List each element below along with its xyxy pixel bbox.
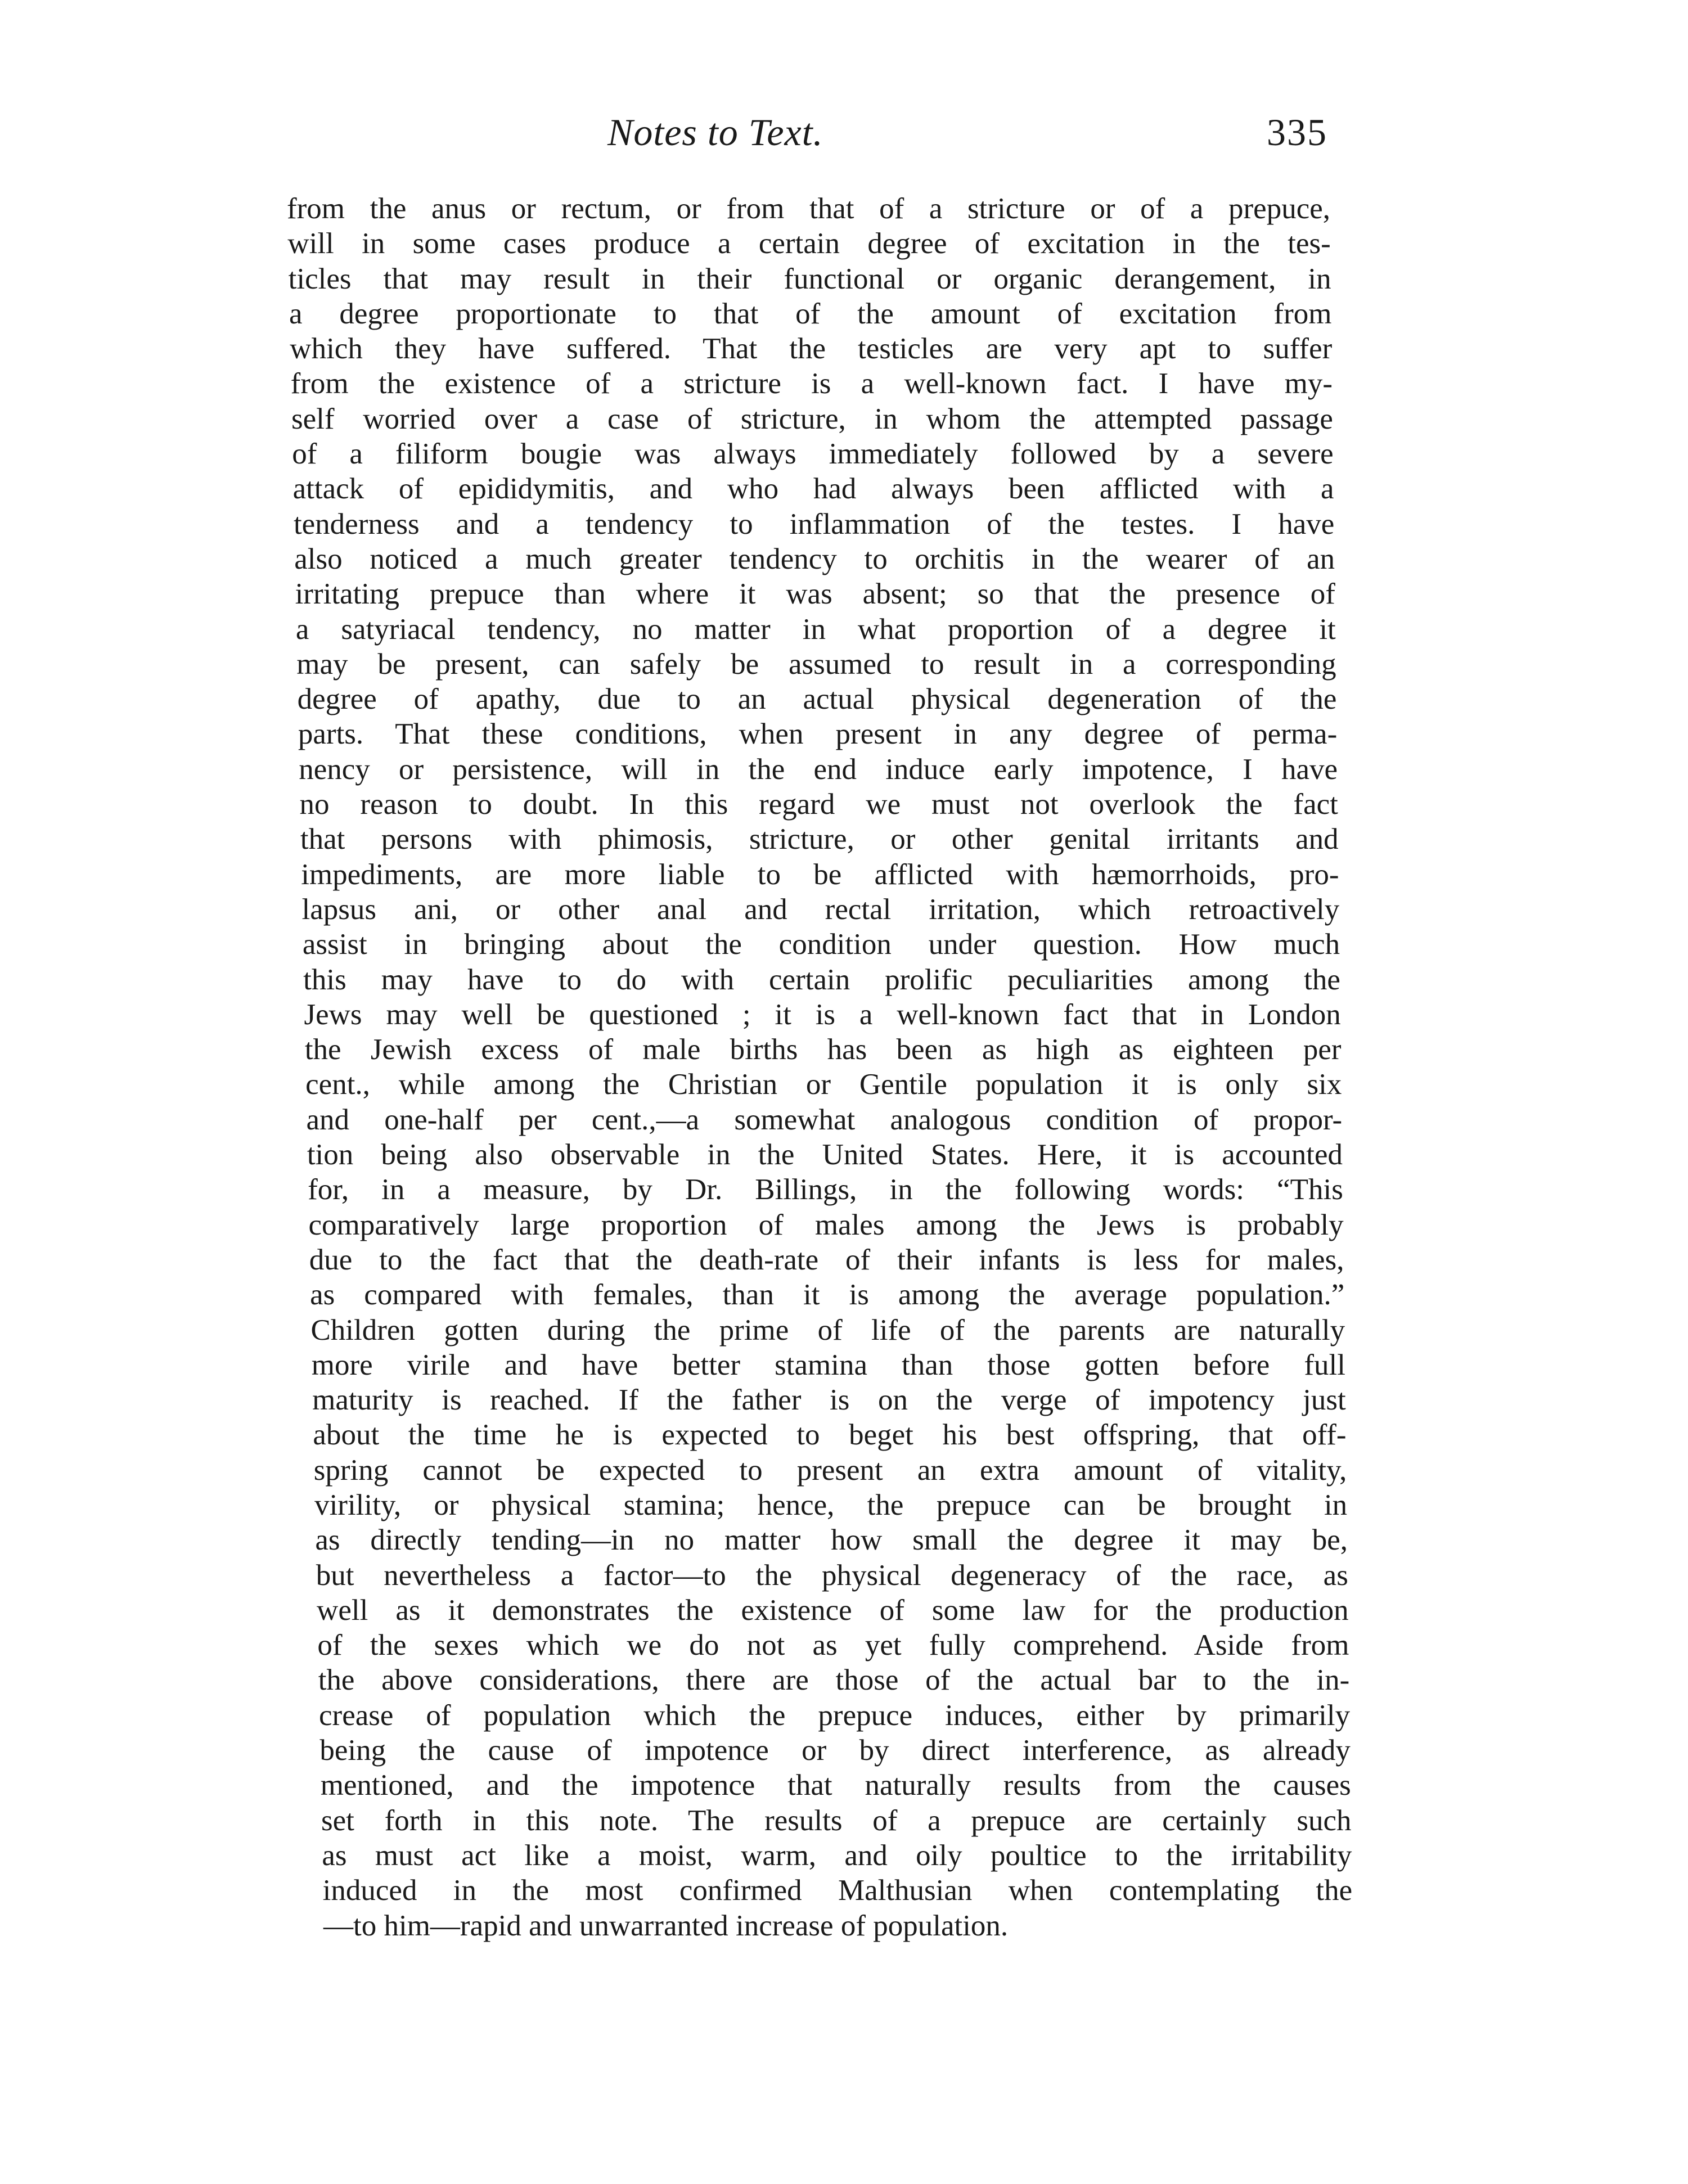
text-line: virility, or physical stamina; hence, the prepuce can be brought in [314, 1488, 1348, 1521]
text-line: for, in a measure, by Dr. Billings, in the following words: “This [308, 1173, 1343, 1206]
text-line: will in some cases produce a certain degree of excitation in the tes- [287, 227, 1331, 260]
text-line: more virile and have better stamina than those gotten before full [311, 1348, 1345, 1381]
text-line: self worried over a case of stricture, in whom the attempted passage [291, 402, 1333, 435]
text-line: cent., while among the Christian or Gentile population it is only six [305, 1068, 1342, 1101]
text-line: Children gotten during the prime of life of the parents are naturally [310, 1313, 1345, 1347]
text-line: tion being also observable in the United States. Here, it is accounted [307, 1138, 1343, 1172]
text-line: well as it demonstrates the existence of some law for the production [317, 1593, 1349, 1627]
text-line: Jews may well be questioned ; it is a well-known fact that in London [304, 998, 1341, 1031]
text-line: also noticed a much greater tendency to orchitis in the wearer of an [294, 542, 1335, 575]
text-line: assist in bringing about the condition under question. How much [302, 928, 1340, 961]
text-line: degree of apathy, due to an actual physical degeneration of the [297, 683, 1337, 716]
running-head [607, 107, 1327, 157]
page-number: 335 [1267, 111, 1327, 154]
text-line: as must act like a moist, warm, and oily poultice to the irritability [322, 1839, 1352, 1872]
text-line: lapsus ani, or other anal and rectal irritation, which retroactively [301, 893, 1340, 926]
text-line: the above considerations, there are those of the actual bar to the in- [318, 1664, 1350, 1697]
text-line: irritating prepuce than where it was absent; so that the presence of [295, 578, 1335, 611]
text-line: being the cause of impotence or by direct interference, as already [319, 1734, 1351, 1767]
text-line: the Jewish excess of male births has been as high as eighteen per [304, 1033, 1342, 1066]
text-line: induced in the most confirmed Malthusian when contemplating the [322, 1874, 1353, 1907]
text-line: nency or persistence, will in the end induce early impotence, I have [299, 753, 1338, 786]
note-body-text [0, 191, 1688, 1943]
text-line: crease of population which the prepuce induces, either by primarily [319, 1699, 1351, 1732]
text-line: about the time he is expected to beget his best offspring, that off- [313, 1419, 1347, 1452]
text-line: of a filiform bougie was always immediately followed by a severe [292, 438, 1334, 471]
text-line: —to him—rapid and unwarranted increase of population. [323, 1909, 1009, 1942]
text-line: parts. That these conditions, when present in any degree of perma- [298, 718, 1338, 751]
text-line: as compared with females, than it is among the average population.” [310, 1278, 1345, 1312]
text-line: no reason to doubt. In this regard we must not overlook the fact [299, 788, 1338, 821]
text-line: comparatively large proportion of males among the Jews is probably [308, 1208, 1344, 1241]
text-line: a satyriacal tendency, no matter in what proportion of a degree it [295, 613, 1336, 646]
text-line: from the existence of a stricture is a well-known fact. I have my- [290, 367, 1333, 400]
text-line: which they have suffered. That the testicles are very apt to suffer [290, 332, 1333, 366]
text-line: impediments, are more liable to be afflicted with hæmorrhoids, pro- [301, 858, 1339, 891]
text-line: of the sexes which we do not as yet fully comprehend. Aside from [317, 1629, 1349, 1662]
text-line: maturity is reached. If the father is on the verge of impotency just [312, 1384, 1346, 1417]
text-line: ticles that may result in their functional or organic derangement, in [288, 262, 1331, 295]
text-line: set forth in this note. The results of a prepuce are certainly such [321, 1804, 1352, 1837]
text-line: this may have to do with certain prolific peculiarities among the [303, 963, 1340, 996]
text-line: a degree proportionate to that of the amount of excitation from [289, 297, 1332, 330]
text-line: from the anus or rectum, or from that of a stricture or of a prepuce, [287, 192, 1330, 225]
text-line: tenderness and a tendency to inflammation of the testes. I have [293, 507, 1335, 541]
text-line: but nevertheless a factor—to the physical degeneracy of the race, as [316, 1559, 1348, 1592]
text-line: that persons with phimosis, stricture, or other genital irritants and [300, 823, 1339, 856]
text-line: mentioned, and the impotence that naturally results from the causes [320, 1769, 1351, 1802]
text-line: and one-half per cent.,—a somewhat analogous condition of propor- [306, 1103, 1343, 1136]
running-title: Notes to Text. [607, 111, 823, 154]
text-line: may be present, can safely be assumed to result in a corresponding [296, 647, 1336, 681]
text-line: as directly tending—in no matter how small the degree it may be, [315, 1524, 1348, 1557]
text-line: due to the fact that the death-rate of their infants is less for males, [309, 1243, 1344, 1276]
text-line: attack of epididymitis, and who had always been afflicted with a [292, 472, 1334, 506]
text-line: spring cannot be expected to present an extra amount of vitality, [313, 1453, 1347, 1487]
